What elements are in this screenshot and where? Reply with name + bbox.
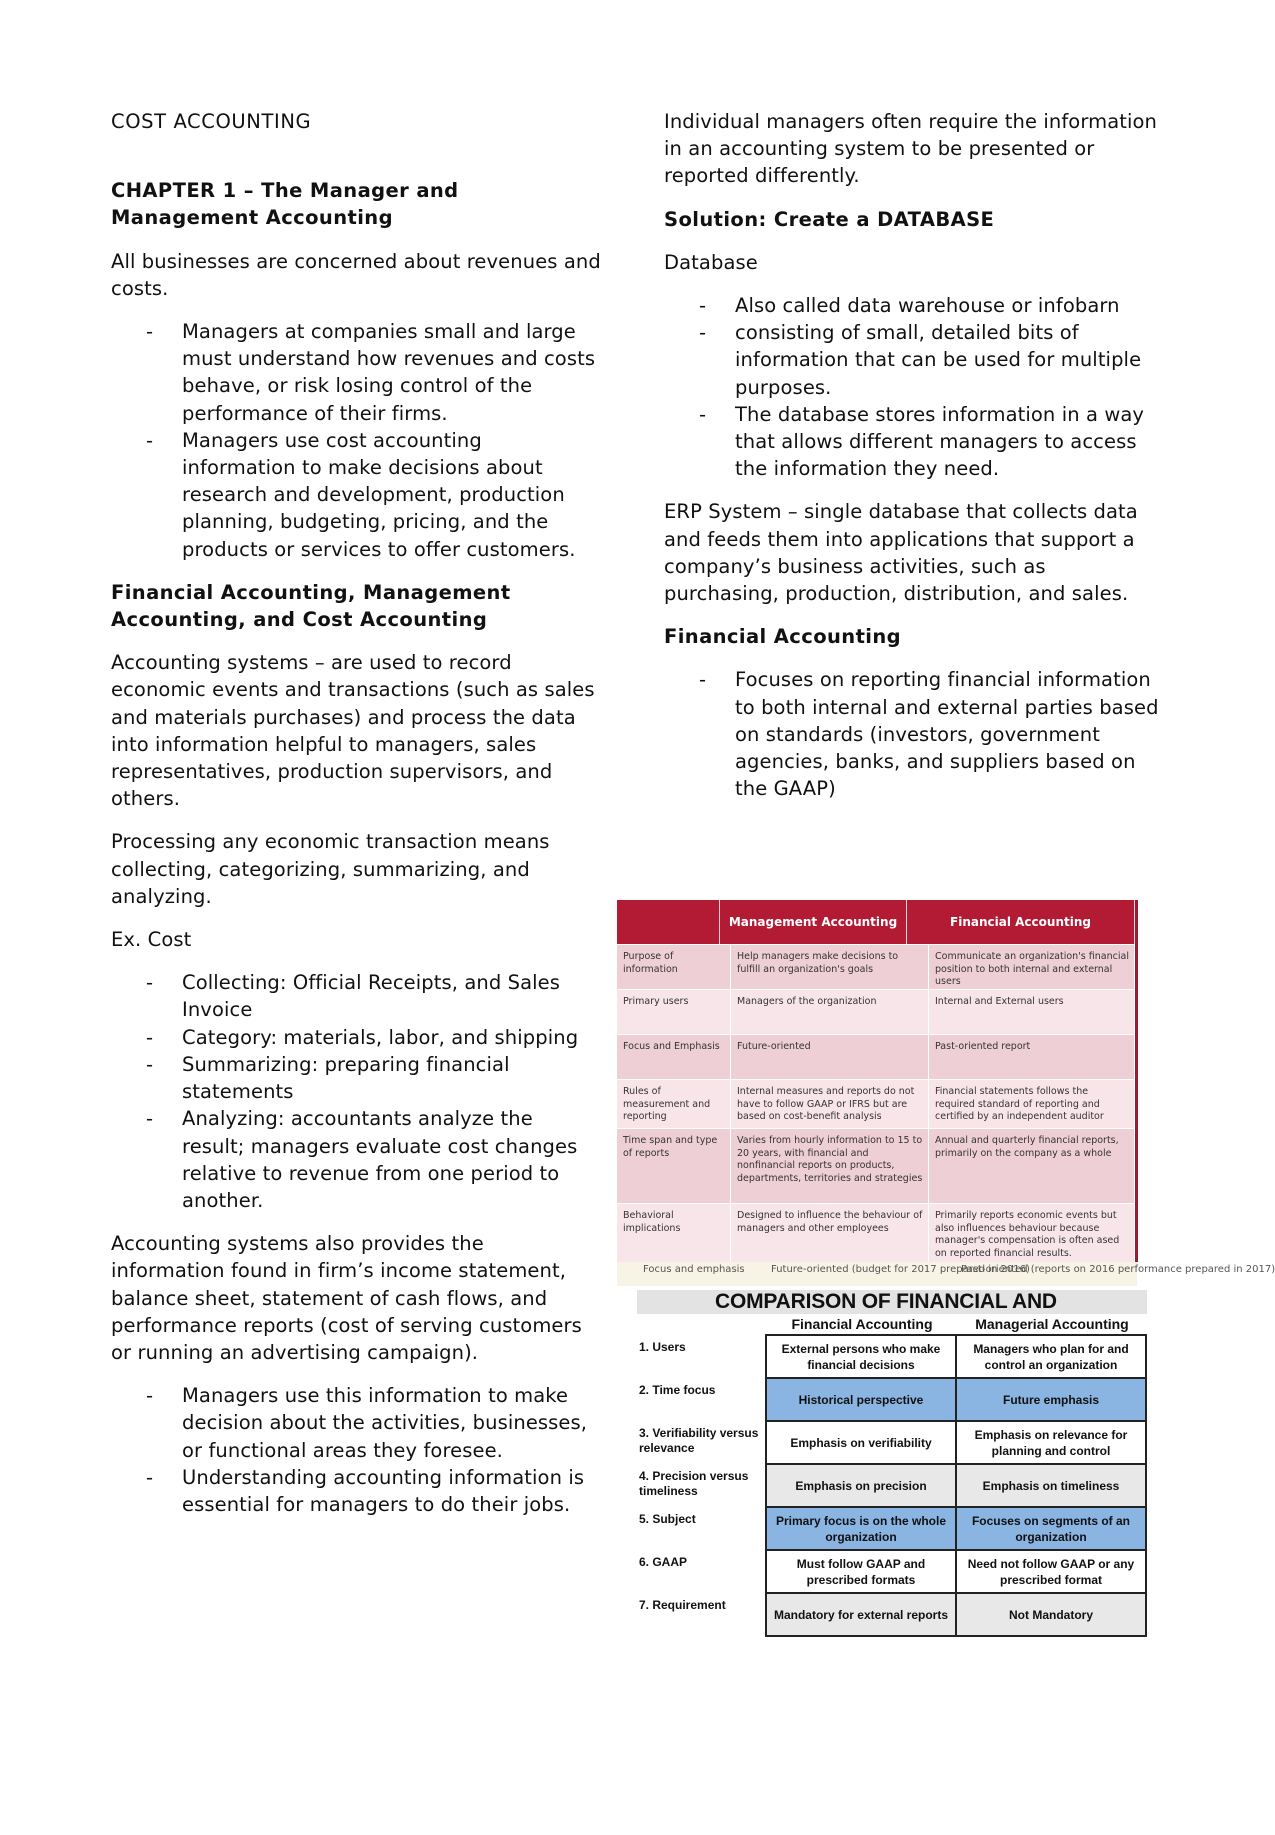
financial-cell: Emphasis on verifiability <box>767 1422 957 1463</box>
financial-cell: External persons who make financial decisions <box>767 1336 957 1377</box>
final-bullet-list <box>111 1382 601 1518</box>
section-heading: Financial Accounting, Management Accounting, and Cost Accounting <box>111 580 511 632</box>
managerial-cell: Emphasis on relevance for planning and control <box>957 1422 1147 1463</box>
row-label: Time span and type of reports <box>617 1129 731 1203</box>
comparison-table-title: COMPARISON OF FINANCIAL AND <box>637 1290 1147 1314</box>
management-cell: Internal measures and reports do not have to follow GAAP or IFRS but are based on cost-benefit analysis <box>731 1080 929 1128</box>
list-item: - Managers use this information to make decision about the activities, businesses, or functional areas they foresee. <box>182 1382 601 1464</box>
row-label: Focus and Emphasis <box>617 1035 731 1079</box>
chapter-title: CHAPTER 1 – The Manager and Management Accounting <box>111 179 459 230</box>
table-row <box>767 1336 1147 1379</box>
managerial-cell: Not Mandatory <box>957 1594 1147 1635</box>
table-row <box>767 1508 1147 1551</box>
management-cell: Varies from hourly information to 15 to 20 years, with financial and nonfinancial reports on products, departments, territories and strategies <box>731 1129 929 1203</box>
table-row <box>767 1594 1147 1637</box>
table-row <box>617 1079 1135 1128</box>
financial-cell: Past-oriented (reports on 2016 performance prepared in 2017) <box>961 1264 1275 1275</box>
table-row <box>617 944 1135 989</box>
example-label: Ex. Cost <box>111 928 192 952</box>
managerial-cell: Emphasis on timeliness <box>957 1465 1147 1506</box>
list-item: - Also called data warehouse or infobarn <box>735 292 1159 319</box>
managerial-cell: Need not follow GAAP or any prescribed format <box>957 1551 1147 1592</box>
financial-cell: Mandatory for external reports <box>767 1594 957 1635</box>
managerial-cell: Future emphasis <box>957 1379 1147 1420</box>
intro-bullet-list <box>111 318 601 563</box>
provides-paragraph: Accounting systems also provides the information found in firm’s income statement, balance sheet, statement of cash flows, and performance reports (cost of serving customers or running an advertising campaign). <box>111 1232 582 1364</box>
financial-cell: Internal and External users <box>929 990 1135 1034</box>
right-column <box>664 108 1159 818</box>
list-item: - The database stores information in a way that allows different managers to access the information they need. <box>735 401 1159 483</box>
table-header-cell: Financial Accounting <box>907 900 1135 944</box>
row-label: 5. Subject <box>639 1512 696 1526</box>
intro-paragraph: All businesses are concerned about revenues and costs. <box>111 249 601 300</box>
list-item: - Managers use cost accounting information to make decisions about research and development, production planning, budgeting, pricing, and the products or services to offer customers. <box>182 427 601 563</box>
list-item: - Managers at companies small and large must understand how revenues and costs behave, or risk losing control of the performance of their firms. <box>182 318 601 427</box>
row-label: 6. GAAP <box>639 1555 688 1569</box>
row-label: Rules of measurement and reporting <box>617 1080 731 1128</box>
database-label: Database <box>664 250 758 274</box>
management-vs-financial-table <box>617 900 1275 1275</box>
individual-managers-paragraph: Individual managers often require the information in an accounting system to be presented or reported differently. <box>664 110 1157 188</box>
table-header-cell <box>617 900 720 944</box>
financial-cell: Past-oriented report <box>929 1035 1135 1079</box>
list-item: - Category: materials, labor, and shipping <box>182 1024 601 1051</box>
row-label: 1. Users <box>639 1340 686 1354</box>
accounting-systems-paragraph: Accounting systems – are used to record economic events and transactions (such as sales and materials purchases) and process the data into information helpful to managers, sales representatives, production supervisors, and others. <box>111 651 595 811</box>
financial-cell: Annual and quarterly financial reports, primarily on the company as a whole <box>929 1129 1135 1203</box>
list-item: - consisting of small, detailed bits of information that can be used for multiple purposes. <box>735 319 1159 401</box>
row-label: Focus and emphasis <box>643 1264 745 1275</box>
table-row <box>617 1034 1135 1079</box>
management-cell: Managers of the organization <box>731 990 929 1034</box>
comparison-cells <box>765 1334 1147 1637</box>
row-label: 2. Time focus <box>639 1383 716 1397</box>
list-item: - Focuses on reporting financial information to both internal and external parties based on standards (investors, government agencies, banks, and suppliers based on the GAAP) <box>735 666 1159 802</box>
comparison-table <box>637 1290 1147 1622</box>
financial-cell: Primary focus is on the whole organization <box>767 1508 957 1549</box>
financial-cell: Financial statements follows the required standard of reporting and certified by an independent auditor <box>929 1080 1135 1128</box>
table-row <box>617 1128 1135 1203</box>
comparison-column-headers <box>637 1314 1147 1334</box>
left-column <box>111 108 601 1534</box>
management-cell: Future-oriented <box>731 1035 929 1079</box>
table-header-cell: Management Accounting <box>720 900 907 944</box>
managerial-cell: Managers who plan for and control an organization <box>957 1336 1147 1377</box>
managerial-column-header: Managerial Accounting <box>975 1316 1129 1332</box>
table-row <box>617 989 1135 1034</box>
management-cell: Help managers make decisions to fulfill an organization's goals <box>731 945 929 989</box>
table-row <box>767 1551 1147 1594</box>
row-label: 4. Precision versus timeliness <box>639 1469 749 1498</box>
table-row <box>767 1379 1147 1422</box>
row-label: Primary users <box>617 990 731 1034</box>
financial-column-header: Financial Accounting <box>791 1316 933 1332</box>
row-label: Behavioral implications <box>617 1204 731 1262</box>
list-item: - Analyzing: accountants analyze the result; managers evaluate cost changes relative to revenue from one period to another. <box>182 1105 601 1214</box>
erp-paragraph: ERP System – single database that collects data and feeds them into applications that support a company’s business activities, such as purchasing, production, distribution, and sales. <box>664 500 1138 606</box>
row-label: Purpose of information <box>617 945 731 989</box>
management-cell: Designed to influence the behaviour of managers and other employees <box>731 1204 929 1262</box>
database-bullet-list <box>664 292 1159 482</box>
management-cell: Future-oriented (budget for 2017 prepared in 2016) <box>771 1264 1030 1275</box>
table-row <box>767 1465 1147 1508</box>
list-item: - Summarizing: preparing financial statements <box>182 1051 601 1105</box>
table-row <box>617 1203 1135 1262</box>
financial-cell: Communicate an organization's financial position to both internal and external users <box>929 945 1135 989</box>
financial-bullet-list <box>664 666 1159 802</box>
row-label: 3. Verifiability versus relevance <box>639 1426 759 1455</box>
list-item: - Understanding accounting information is essential for managers to do their jobs. <box>182 1464 601 1518</box>
financial-cell: Historical perspective <box>767 1379 957 1420</box>
financial-cell: Primarily reports economic events but also influences behaviour because manager's compensation is often ased on reported financial results. <box>929 1204 1135 1262</box>
table-row <box>767 1422 1147 1465</box>
table-header-row <box>617 900 1135 944</box>
financial-cell: Must follow GAAP and prescribed formats <box>767 1551 957 1592</box>
comparison-row-labels <box>637 1334 765 1637</box>
financial-accounting-heading: Financial Accounting <box>664 625 902 649</box>
row-label: 7. Requirement <box>639 1598 726 1612</box>
document-title: COST ACCOUNTING <box>111 110 312 133</box>
managerial-cell: Focuses on segments of an organization <box>957 1508 1147 1549</box>
processing-paragraph: Processing any economic transaction means collecting, categorizing, summarizing, and analyzing. <box>111 830 550 908</box>
list-item: - Collecting: Official Receipts, and Sales Invoice <box>182 969 601 1023</box>
partial-table-row <box>617 1262 1275 1286</box>
solution-heading: Solution: Create a DATABASE <box>664 207 995 231</box>
financial-cell: Emphasis on precision <box>767 1465 957 1506</box>
example-bullet-list <box>111 969 601 1214</box>
